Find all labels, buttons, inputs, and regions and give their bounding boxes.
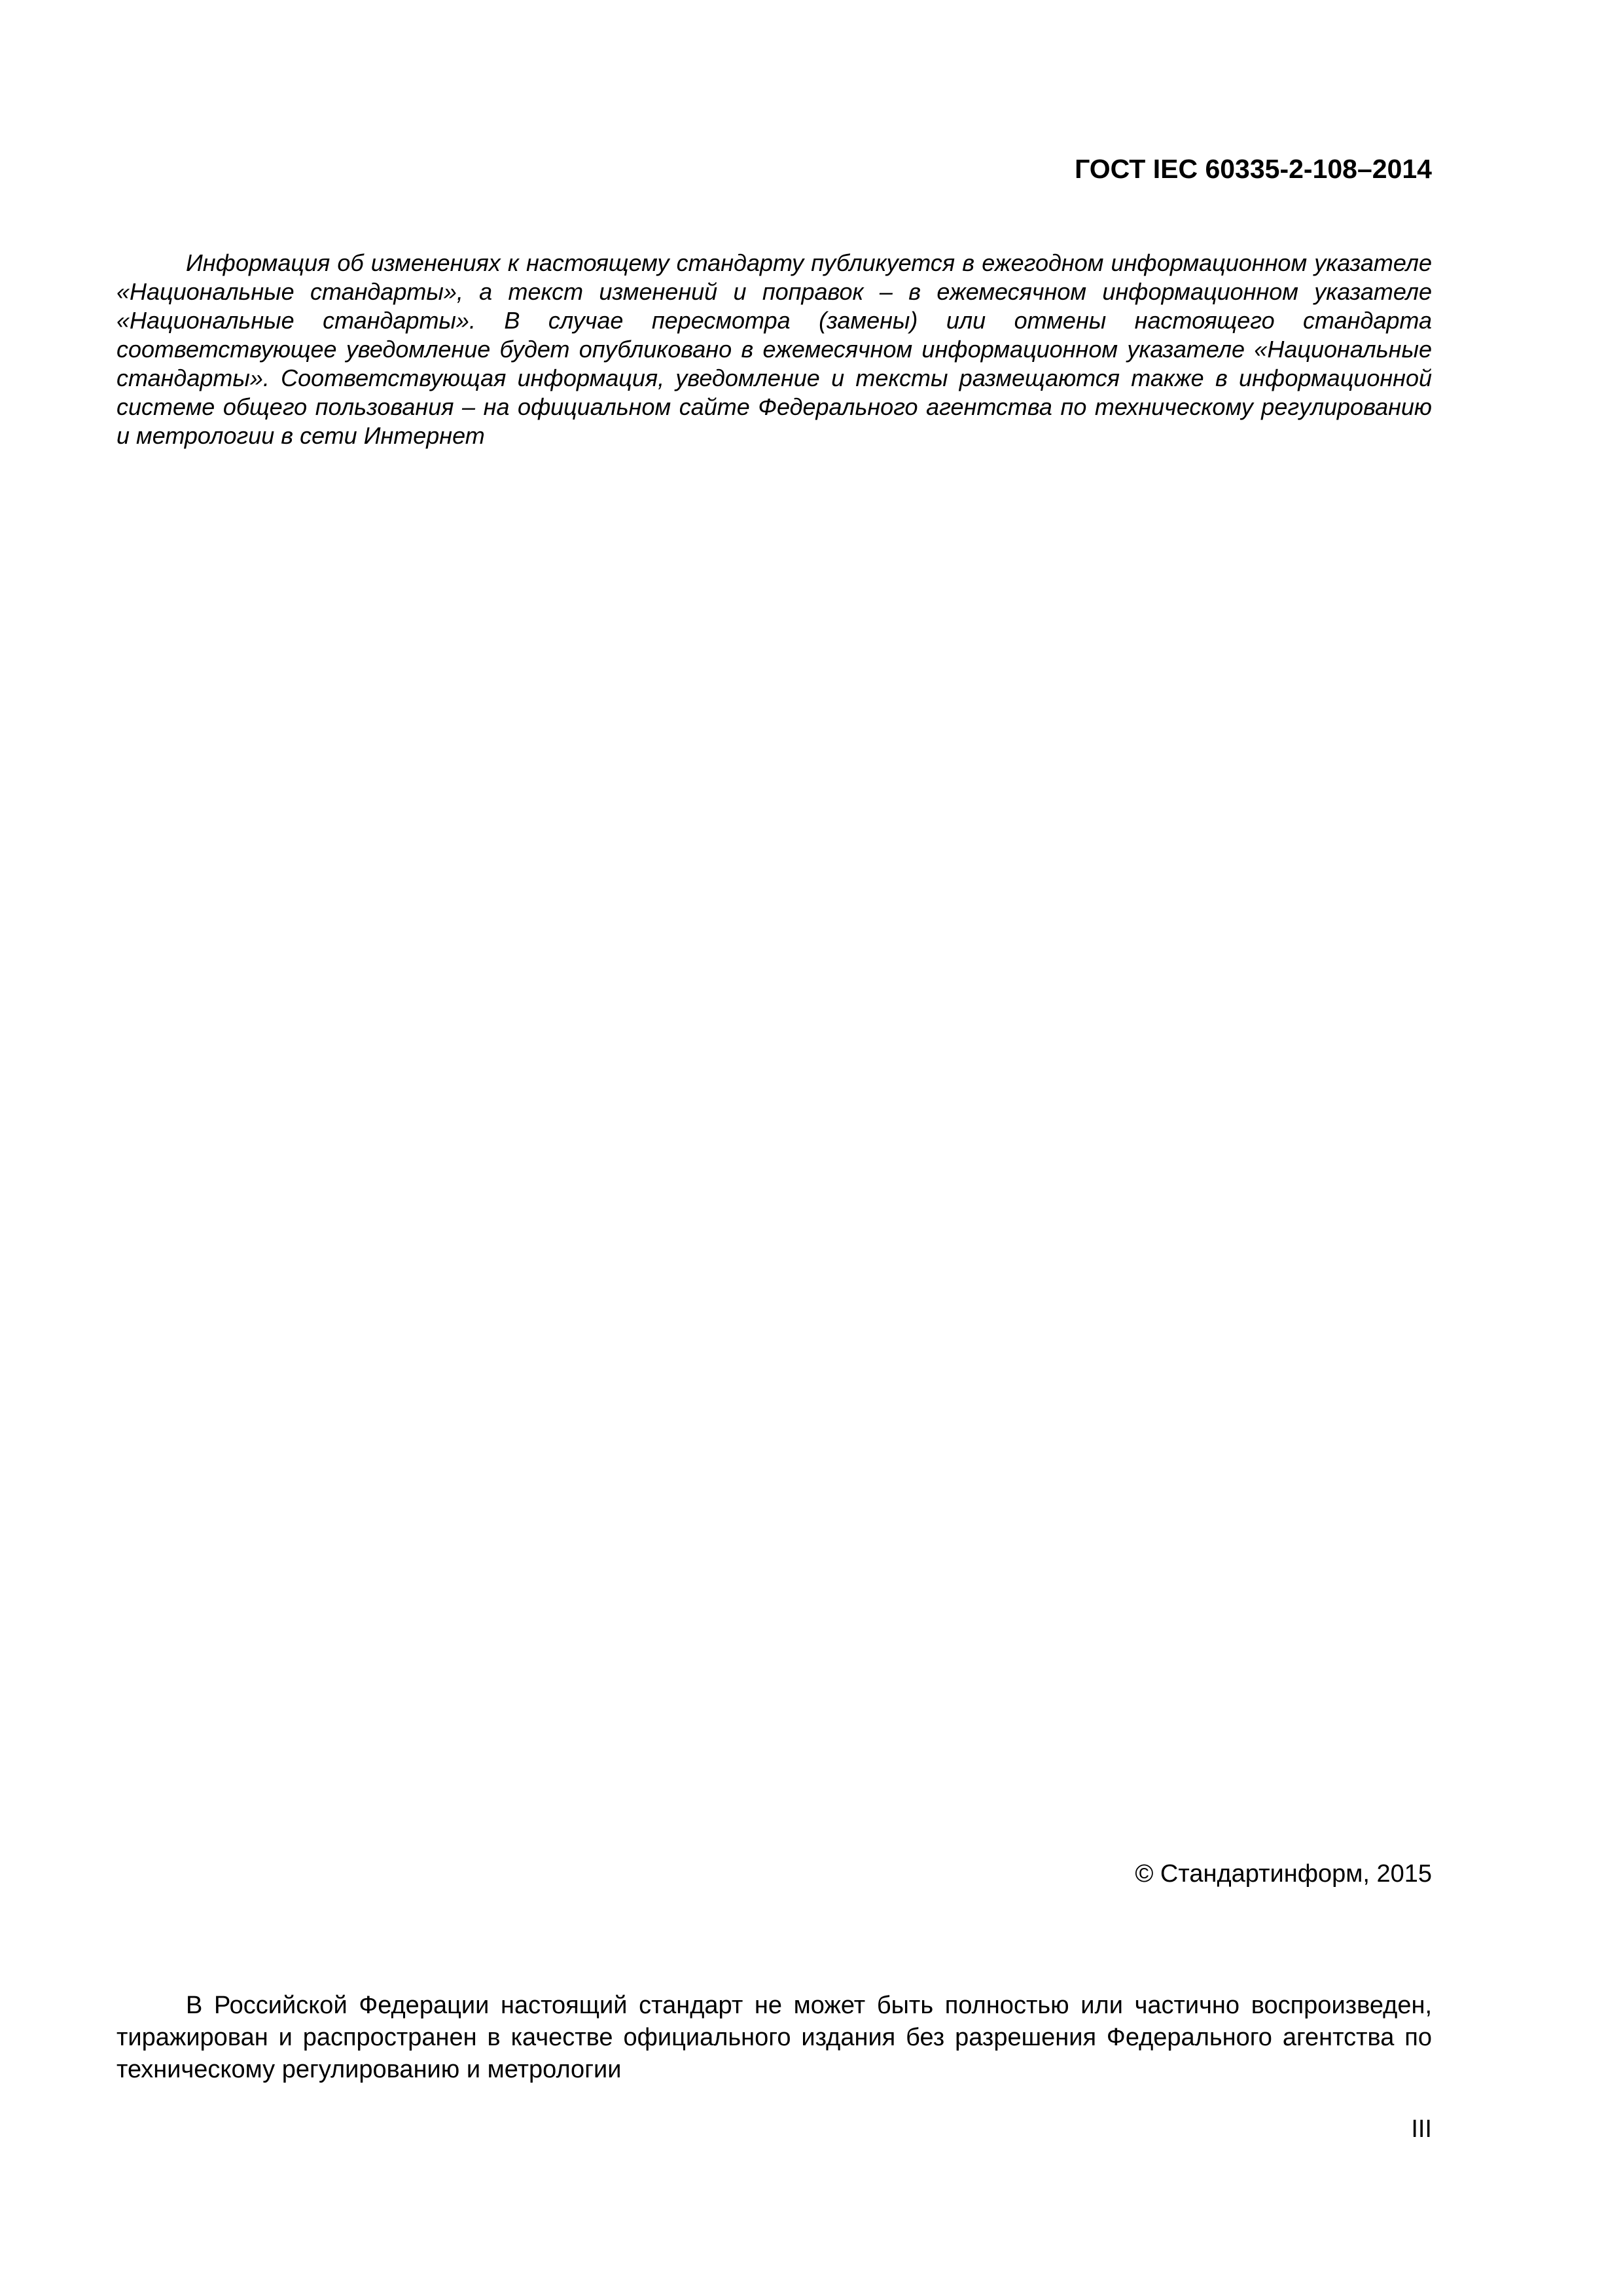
page-number: III [1411, 2115, 1432, 2143]
amendments-info-paragraph: Информация об изменениях к настоящему стандарту публикуется в ежегодном информационном указателе «Национальные стандарты», а текст изменений и поправок – в ежемесячном информационном указателе «Национальные стандарты». В случае пересмотра (замены) или отмены настоящего стандарта соответствующее уведомление будет опубликовано в ежемесячном информационном указателе «Национальные стандарты». Соответствующая информация, уведомление и тексты размещаются также в информационной системе общего пользования – на официальном сайте Федерального агентства по техническому регулированию и метрологии в сети Интернет [116, 249, 1432, 449]
copyright-notice: © Стандартинформ, 2015 [1135, 1860, 1432, 1888]
document-code-header: ГОСТ IEC 60335-2-108–2014 [1075, 154, 1432, 184]
reproduction-restriction-paragraph: В Российской Федерации настоящий стандарт не может быть полностью или частично воспроизведен, тиражирован и распространен в качестве официального издания без разрешения Федерального агентства по техническому регулированию и метрологии [116, 1992, 1432, 2083]
